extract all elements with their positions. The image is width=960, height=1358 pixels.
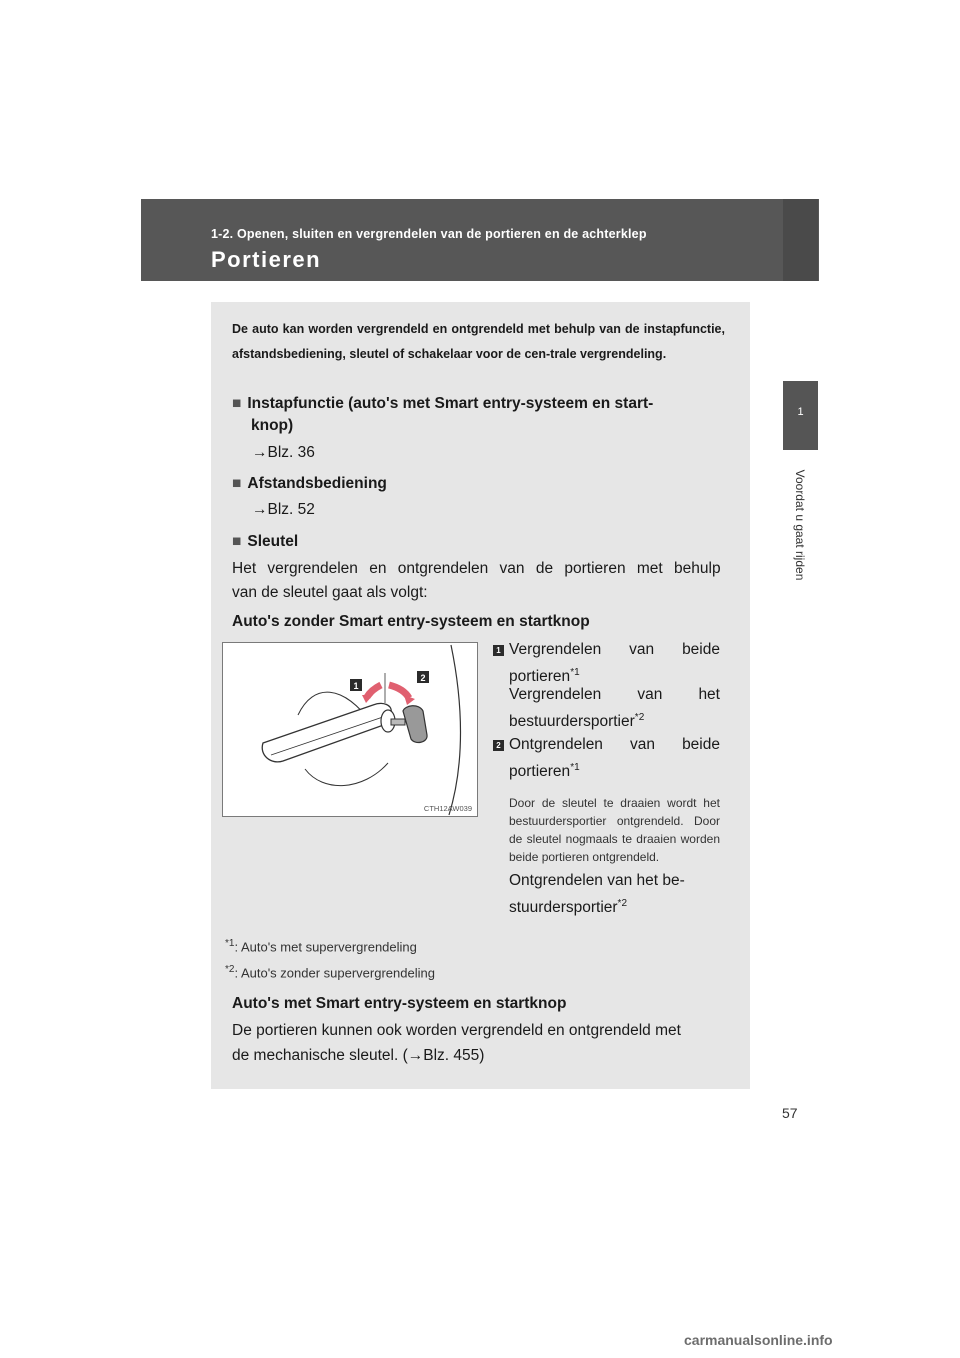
chapter-tab xyxy=(783,381,818,450)
heading-sleutel xyxy=(232,533,298,551)
sleutel-line1 xyxy=(232,556,725,582)
last-line2: de mechanische sleutel. (→Blz. 455) xyxy=(232,1047,485,1064)
ref-blz-52: →Blz. 52 xyxy=(252,501,315,518)
item-marker-2: 2 xyxy=(493,740,504,751)
item-2b-word: stuurdersportier xyxy=(509,899,618,917)
figure-marker-1: 1 xyxy=(353,681,359,691)
door-handle-key-illustration xyxy=(223,643,477,816)
heading-sleutel-label: Sleutel xyxy=(247,533,299,550)
item-1b-word1: Vergrendelen xyxy=(509,686,602,703)
square-bullet-icon: ■ xyxy=(232,475,242,492)
figure-code: CTH12AW039 xyxy=(423,804,472,813)
intro-text: De auto kan worden vergrendeld en ontgrendeld met behulp van de instapfunctie, afstandsbediening, sleutel of schakelaar voor de cen-trale vergrendeling. xyxy=(232,322,725,361)
item-2-note: Door de sleutel te draaien wordt het bestuurdersportier ontgrendeld. Door de sleutel nogmaals te draaien worden beide portieren ontgrendeld. xyxy=(509,796,720,864)
sleutel-line1-text: Het vergrendelen en ontgrendelen van de portieren met behulp xyxy=(232,560,721,577)
page-title: Portieren xyxy=(211,247,322,272)
watermark: carmanualsonline.info xyxy=(684,1332,833,1348)
footnote-mark-1: *1 xyxy=(225,938,235,949)
page-number: 57 xyxy=(782,1105,798,1121)
item-2b-line1: Ontgrendelen van het be- xyxy=(509,872,685,889)
item-2a xyxy=(509,733,720,783)
heading-afstandsbediening xyxy=(232,475,387,493)
heading-afstandsbediening-label: Afstandsbediening xyxy=(247,475,387,492)
item-1a-word4: portieren xyxy=(509,668,571,686)
item-marker-1: 1 xyxy=(493,645,504,656)
item-2a-word3: beide xyxy=(682,736,720,753)
item-1b-line2 xyxy=(509,706,720,733)
footnote-2 xyxy=(225,964,435,980)
section-header xyxy=(141,199,819,281)
item-1a xyxy=(509,638,720,688)
heading-instapfunctie xyxy=(232,395,653,413)
footnote-ref-1: *1 xyxy=(570,667,580,678)
item-1b xyxy=(509,683,720,733)
item-1b-word3: het xyxy=(698,686,720,703)
footnote-1 xyxy=(225,938,417,954)
subheading-zonder-smart: Auto's zonder Smart entry-systeem en startknop xyxy=(232,613,590,630)
sleutel-line1-words xyxy=(232,556,725,582)
item-2a-word4: portieren xyxy=(509,763,571,781)
item-1b-word2: van xyxy=(637,686,663,703)
item-1a-word2: van xyxy=(629,641,655,658)
footnote-ref-1b: *1 xyxy=(570,762,580,773)
chapter-tab-number: 1 xyxy=(797,406,804,418)
ref-blz-36: →Blz. 36 xyxy=(252,444,315,461)
heading-instapfunctie-line2: knop) xyxy=(251,417,294,434)
item-2b xyxy=(509,869,720,919)
footnote-2-text: : Auto's zonder supervergrendeling xyxy=(234,965,435,981)
section-title: 1-2. Openen, sluiten en vergrendelen van de portieren en de achterklep xyxy=(211,227,647,241)
item-1b-line1 xyxy=(509,683,720,706)
sleutel-line2: van de sleutel gaat als volgt: xyxy=(232,584,428,601)
item-1a-line1 xyxy=(509,638,720,661)
item-2a-word1: Ontgrendelen xyxy=(509,736,603,753)
chapter-label: Voordat u gaat rijden xyxy=(793,469,807,581)
item-2a-line1 xyxy=(509,733,720,756)
footnote-ref-2: *2 xyxy=(634,712,645,723)
item-2b-line2 xyxy=(509,892,720,919)
content-box xyxy=(211,302,750,1089)
key-door-figure xyxy=(222,642,478,817)
footnote-mark-2: *2 xyxy=(225,964,235,975)
item-1a-word3: beide xyxy=(682,641,720,658)
item-1b-word4: bestuurdersportier xyxy=(509,713,635,731)
subheading-met-smart: Auto's met Smart entry-systeem en startknop xyxy=(232,995,567,1012)
figure-marker-2: 2 xyxy=(420,673,426,683)
last-line1: De portieren kunnen ook worden vergrendeld en ontgrendeld met xyxy=(232,1022,681,1039)
square-bullet-icon: ■ xyxy=(232,533,242,550)
footnote-1-text: : Auto's met supervergrendeling xyxy=(234,939,417,955)
side-bar-top xyxy=(783,199,818,281)
item-1a-word1: Vergrendelen xyxy=(509,641,602,658)
footnote-ref-2b: *2 xyxy=(617,898,627,909)
item-2a-word2: van xyxy=(630,736,655,753)
heading-instapfunctie-line1: Instapfunctie (auto's met Smart entry-systeem en start- xyxy=(247,395,654,412)
item-2a-line2 xyxy=(509,756,720,783)
square-bullet-icon: ■ xyxy=(232,395,242,412)
